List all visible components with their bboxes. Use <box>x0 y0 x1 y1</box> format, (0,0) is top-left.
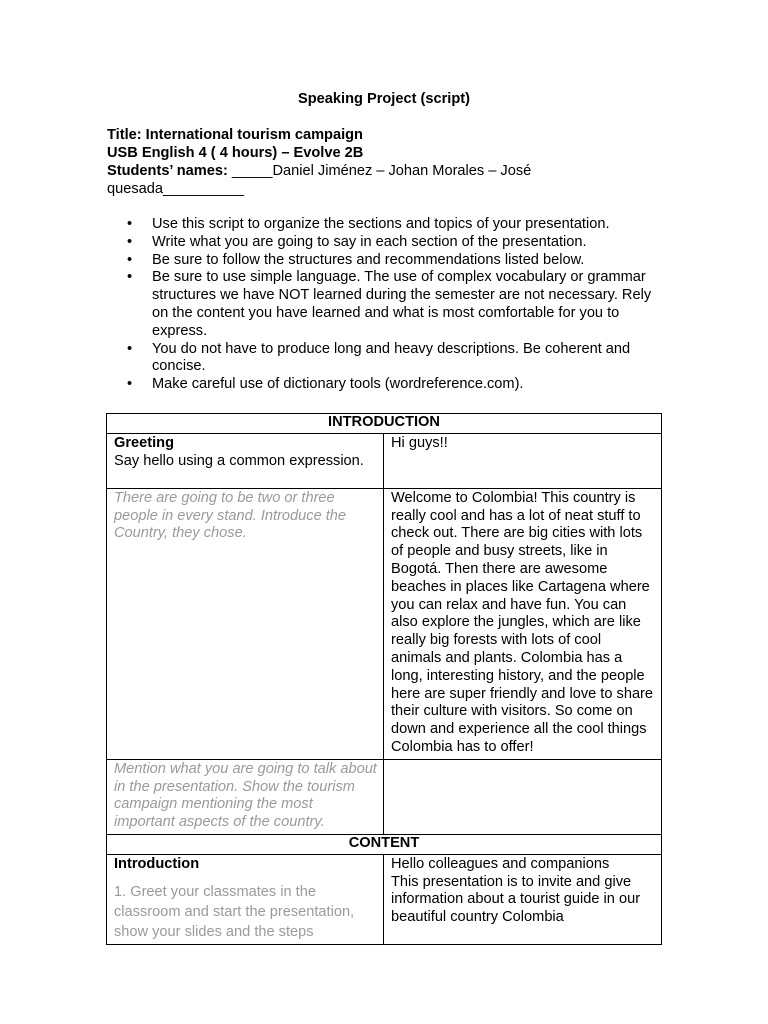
mention-answer-cell[interactable] <box>384 759 662 834</box>
greeting-answer-cell[interactable] <box>384 433 662 488</box>
country-answer: Welcome to Colombia! This country is really cool and has a lot of neat stuff to check out. There are big cities with lots of people and busy streets, like in Bogotá. Then there are awesome beaches in places like Cartagena where you can relax and have fun. You can also explore the jungles, which are like really big forests with lots of cool animals and plants. Colombia has a long, interesting history, and the people here are super friendly and love to share their culture with visitors. So come on down and experience all the cool things Colombia has to offer! <box>391 489 654 755</box>
country-answer-cell[interactable] <box>384 488 662 759</box>
mention-instruction: Mention what you are going to talk about in the presentation. Show the tourism campaign mentioning the most important aspects of the country. <box>114 760 377 831</box>
list-item-text: Use this script to organize the sections and topics of your presentation. <box>152 216 610 232</box>
country-instruction-cell <box>107 488 384 759</box>
list-item-text: You do not have to produce long and heavy descriptions. Be coherent and concise. <box>152 340 631 375</box>
introduction-header: INTRODUCTION <box>107 414 662 434</box>
intro-section-instruction: 1. Greet your classmates in the classroom and start the presentation, show your slides and the steps <box>114 883 355 940</box>
instructions-list <box>107 216 667 394</box>
list-item <box>107 234 667 252</box>
mention-instruction-cell <box>107 759 384 834</box>
intro-section-instruction-cell <box>107 854 384 944</box>
list-item <box>107 216 667 234</box>
bullet-icon: • <box>127 251 133 268</box>
list-item <box>107 341 667 377</box>
students-line <box>107 162 587 198</box>
table-row <box>107 854 662 944</box>
intro-section-answer-cell[interactable] <box>384 854 662 944</box>
table-row <box>107 759 662 834</box>
intro-section-answer-line1: Hello colleagues and companions <box>391 855 610 872</box>
bullet-icon: • <box>127 216 133 232</box>
project-meta <box>107 126 587 198</box>
table-row <box>107 414 662 434</box>
bullet-icon: • <box>127 269 133 286</box>
project-title: Title: International tourism campaign <box>107 127 363 143</box>
greeting-instruction-cell <box>107 433 384 488</box>
greeting-answer: Hi guys!! <box>391 434 448 451</box>
list-item <box>107 252 667 270</box>
list-item-text: Write what you are going to say in each section of the presentation. <box>152 233 587 250</box>
students-label: Students’ names: <box>107 163 228 179</box>
greeting-label: Greeting <box>114 434 175 451</box>
bullet-icon: • <box>127 376 133 393</box>
script-table <box>106 413 662 945</box>
intro-section-label: Introduction <box>114 855 200 872</box>
greeting-instruction: Say hello using a common expression. <box>114 452 364 469</box>
country-instruction: There are going to be two or three people in every stand. Introduce the Country, they chose. <box>114 489 347 542</box>
bullet-icon: • <box>127 233 133 250</box>
list-item-text: Make careful use of dictionary tools (wordreference.com). <box>152 376 524 393</box>
intro-section-answer-line2: This presentation is to invite and give information about a tourist guide in our beautiful country Colombia <box>391 873 641 926</box>
table-row <box>107 433 662 488</box>
list-item <box>107 376 667 394</box>
students-value: _____Daniel Jiménez – Johan Morales – José quesada__________ <box>107 163 532 197</box>
document-heading: Speaking Project (script) <box>298 91 470 107</box>
table-row <box>107 488 662 759</box>
course-line: USB English 4 ( 4 hours) – Evolve 2B <box>107 145 364 161</box>
list-item-text: Be sure to use simple language. The use of complex vocabulary or grammar structures we have NOT learned during the semester are not necessary. Rely on the content you have learned and what is most comfortable for you to express. <box>152 269 652 339</box>
bullet-icon: • <box>127 340 133 357</box>
table-row <box>107 834 662 854</box>
content-header: CONTENT <box>107 834 662 854</box>
list-item <box>107 269 667 340</box>
list-item-text: Be sure to follow the structures and recommendations listed below. <box>152 251 585 268</box>
